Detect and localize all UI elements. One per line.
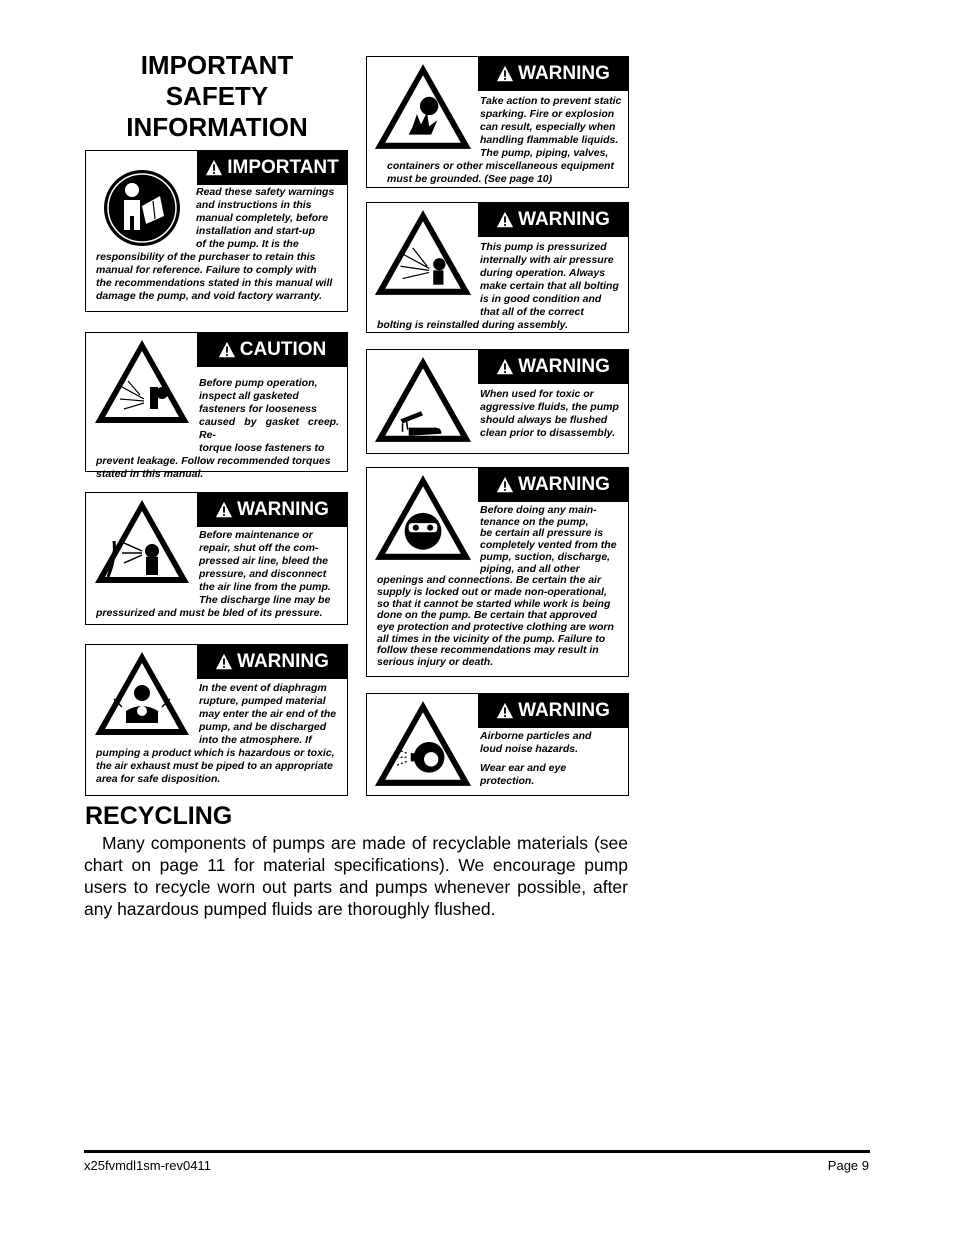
warning-triangle-icon (205, 159, 223, 177)
warning-triangle-icon (215, 653, 233, 671)
warning-triangle-icon (496, 702, 514, 720)
warning-air-label: WARNING (237, 499, 329, 520)
warning-maintenance-text: Before doing any main- tenance on the pump, be certain all pressure is completely vented from the pump, suction, discharge, piping, and all other openings and connections. Be certain the air supply is locked out or made non-operational, so that it cannot be started while work is being done on the pump. Be certain that approved eye protection and protective clothing are worn all times in the vicinity of the pump. Failure to follow these recommendations may result in serious injury or death. (377, 504, 617, 669)
page-title-line2: INFORMATION (126, 112, 308, 142)
footer-page-number: Page 9 (827, 1158, 869, 1173)
warning-diaphragm-text: In the event of diaphragm rupture, pumped material may enter the air end of the pump, and be discharged into the atmosphere. If pumping a product which is hazardous or toxic, the air exhaust must be piped to an appropriate area for safe disposition. (96, 682, 337, 785)
warning-maintenance-banner (478, 468, 628, 502)
important-text: Read these safety warnings and instructions in this manual completely, before installation and start-up of the pump. It is the responsibility of the purchaser to retain this manual for reference. Failure to comply with the recommendations stated in this manual will damage the pump, and void factory warranty. (96, 186, 335, 302)
warning-triangle-icon (215, 501, 233, 519)
warning-air-text: Before maintenance or repair, shut off the com- pressed air line, bleed the pressure, and disconnect the air line from the pump. The discharge line may be pressurized and must be bled of its pressure. (96, 529, 331, 619)
warning-pressure-box (366, 202, 629, 333)
warning-air-box (85, 492, 348, 625)
ear-protection-icon (371, 698, 475, 790)
warning-diaphragm-box (85, 644, 348, 796)
warning-triangle-icon (496, 476, 514, 494)
warning-diaphragm-banner (197, 645, 347, 679)
warning-noise-box (366, 693, 629, 796)
warning-toxic-text: When used for toxic or aggressive fluids, the pump should always be flushed clean prior to disassembly. (480, 388, 619, 439)
warning-noise-banner (478, 694, 628, 728)
warning-static-text: Take action to prevent static sparking. Fire or explosion can result, especially when handling flammable liquids. The pump, piping, valves, containers or other miscellaneous equipment must be grounded. (See page 10) (387, 95, 622, 185)
warning-noise-label: WARNING (518, 700, 610, 721)
recycling-body: Many components of pumps are made of recyclable materials (see chart on page 11 for material specifications). We encourage pump users to recycle worn out parts and pumps whenever possible, after any hazardous pumped fluids are thoroughly flushed. (84, 833, 628, 919)
caution-banner (197, 333, 347, 367)
warning-pressure-banner (478, 203, 628, 237)
warning-pressure-text: This pump is pressurized internally with air pressure during operation. Always make certain that all bolting is in good condition and that all of the correct bolting is reinstalled during assembly. (377, 241, 619, 331)
warning-triangle-icon (496, 358, 514, 376)
warning-triangle-icon (496, 65, 514, 83)
caution-box (85, 332, 348, 480)
important-box (85, 150, 348, 312)
important-banner (197, 151, 347, 185)
warning-static-label: WARNING (518, 63, 610, 84)
warning-pressure-label: WARNING (518, 209, 610, 230)
page-title (86, 50, 348, 143)
footer-doc-id: x25fvmdl1sm-rev0411 (84, 1158, 211, 1173)
warning-toxic-label: WARNING (518, 356, 610, 377)
warning-diaphragm-label: WARNING (237, 651, 329, 672)
warning-noise-text: Airborne particles and loud noise hazards. Wear ear and eye protection. (480, 730, 592, 787)
caution-text: Before pump operation, inspect all gasketed fasteners for looseness caused by gasket creep. Re- torque loose fasteners to prevent leakage. Follow recommended torques stated in this manual. (96, 377, 339, 480)
warning-toxic-banner (478, 350, 628, 384)
warning-air-banner (197, 493, 347, 527)
important-label: IMPORTANT (227, 157, 339, 178)
warning-triangle-icon (218, 341, 236, 359)
corrosive-hazard-icon (371, 354, 475, 446)
warning-triangle-icon (496, 211, 514, 229)
warning-maintenance-label: WARNING (518, 474, 610, 495)
warning-maintenance-box (366, 467, 629, 677)
footer-rule (84, 1150, 870, 1153)
page-title-line1: IMPORTANT SAFETY (140, 50, 294, 111)
warning-toxic-box (366, 349, 629, 454)
warning-static-banner (478, 57, 628, 91)
recycling-heading: RECYCLING (85, 802, 233, 830)
caution-label: CAUTION (239, 339, 327, 360)
warning-static-box (366, 56, 629, 188)
